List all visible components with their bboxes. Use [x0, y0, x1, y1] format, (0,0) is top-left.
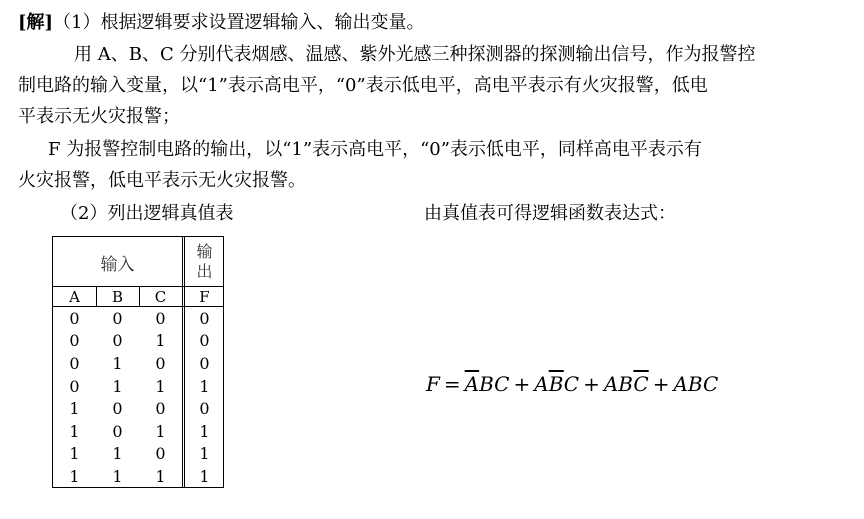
table-cell-r6-a: 1 — [69, 421, 80, 441]
term2-a: A — [534, 372, 549, 396]
term3-negated-c: $\overline{C}$ — [633, 372, 649, 396]
equals-sign: = — [443, 372, 461, 396]
step-2-heading: （2）列出逻辑真值表 — [60, 203, 234, 224]
table-cell-r5-c: 0 — [155, 399, 166, 419]
column-header-f: F — [199, 287, 210, 306]
table-cell-r6-b: 0 — [112, 421, 123, 441]
truth-table — [52, 236, 224, 488]
output-header — [184, 237, 225, 287]
term1-negated-a: $\overline{A}$ — [464, 372, 480, 396]
line-5: F 为报警控制电路的输出，以“1”表示高电平，“0”表示低电平，同样高电平表示有 — [48, 139, 702, 160]
table-cell-r2-f: 0 — [199, 331, 210, 351]
table-cell-r2-a: 0 — [69, 331, 80, 351]
solution-tag: [解] — [18, 12, 54, 33]
input-header: 输入 — [100, 254, 135, 275]
table-cell-r8-c: 1 — [155, 466, 166, 486]
table-cell-r1-a: 0 — [69, 308, 80, 328]
term2-negated-b: $\overline{B}$ — [548, 372, 564, 396]
table-cell-r7-f: 1 — [199, 444, 210, 464]
table-cell-r1-b: 0 — [112, 308, 123, 328]
term4: ABC — [673, 372, 719, 396]
line-2: 用 A、B、C 分别代表烟感、温感、紫外光感三种探测器的探测输出信号，作为报警控 — [74, 44, 756, 65]
formula-lhs: F — [426, 372, 440, 396]
column-header-a: A — [69, 287, 80, 306]
table-cell-r5-b: 0 — [112, 399, 123, 419]
table-cell-r4-f: 1 — [199, 376, 210, 396]
plus-sign: + — [513, 372, 531, 396]
table-cell-r3-b: 1 — [112, 353, 123, 373]
logic-expression — [426, 370, 718, 398]
line-1 — [18, 12, 425, 34]
expression-intro: 由真值表可得逻辑函数表达式： — [424, 203, 676, 224]
line-6: 火灾报警，低电平表示无火灾报警。 — [18, 170, 306, 191]
step-1-heading: （1）根据逻辑要求设置逻辑输入、输出变量。 — [53, 12, 425, 33]
table-cell-r4-a: 0 — [69, 376, 80, 396]
table-cell-r8-b: 1 — [112, 466, 123, 486]
table-cell-r5-f: 0 — [199, 399, 210, 419]
table-cell-r8-f: 1 — [199, 466, 210, 486]
table-cell-r4-c: 1 — [155, 376, 166, 396]
plus-sign: + — [652, 372, 670, 396]
table-cell-r3-a: 0 — [69, 353, 80, 373]
output-header-char-1: 输 — [196, 242, 213, 261]
term2-rest: C — [563, 372, 580, 396]
output-header-char-2: 出 — [196, 262, 213, 281]
table-cell-r6-c: 1 — [155, 421, 166, 441]
term3-ab: AB — [603, 372, 634, 396]
table-cell-r3-f: 0 — [199, 353, 210, 373]
table-cell-r7-b: 1 — [112, 444, 123, 464]
line-4: 平表示无火灾报警； — [18, 106, 180, 127]
column-header-c: C — [154, 287, 167, 306]
table-cell-r1-f: 0 — [199, 308, 210, 328]
table-cell-r1-c: 0 — [155, 308, 166, 328]
plus-sign: + — [583, 372, 600, 396]
column-header-b: B — [111, 287, 124, 306]
table-cell-r4-b: 1 — [112, 376, 123, 396]
table-cell-r2-c: 1 — [155, 331, 166, 351]
table-cell-r5-a: 1 — [69, 399, 80, 419]
table-cell-r8-a: 1 — [69, 466, 80, 486]
term1-rest: BC — [479, 372, 510, 396]
line-3: 制电路的输入变量，以“1”表示高电平，“0”表示低电平，高电平表示有火灾报警，低电 — [18, 75, 708, 96]
table-cell-r6-f: 1 — [199, 421, 210, 441]
table-cell-r2-b: 0 — [112, 331, 123, 351]
table-cell-r3-c: 0 — [155, 353, 166, 373]
table-cell-r7-c: 0 — [155, 444, 166, 464]
table-cell-r7-a: 1 — [69, 444, 80, 464]
